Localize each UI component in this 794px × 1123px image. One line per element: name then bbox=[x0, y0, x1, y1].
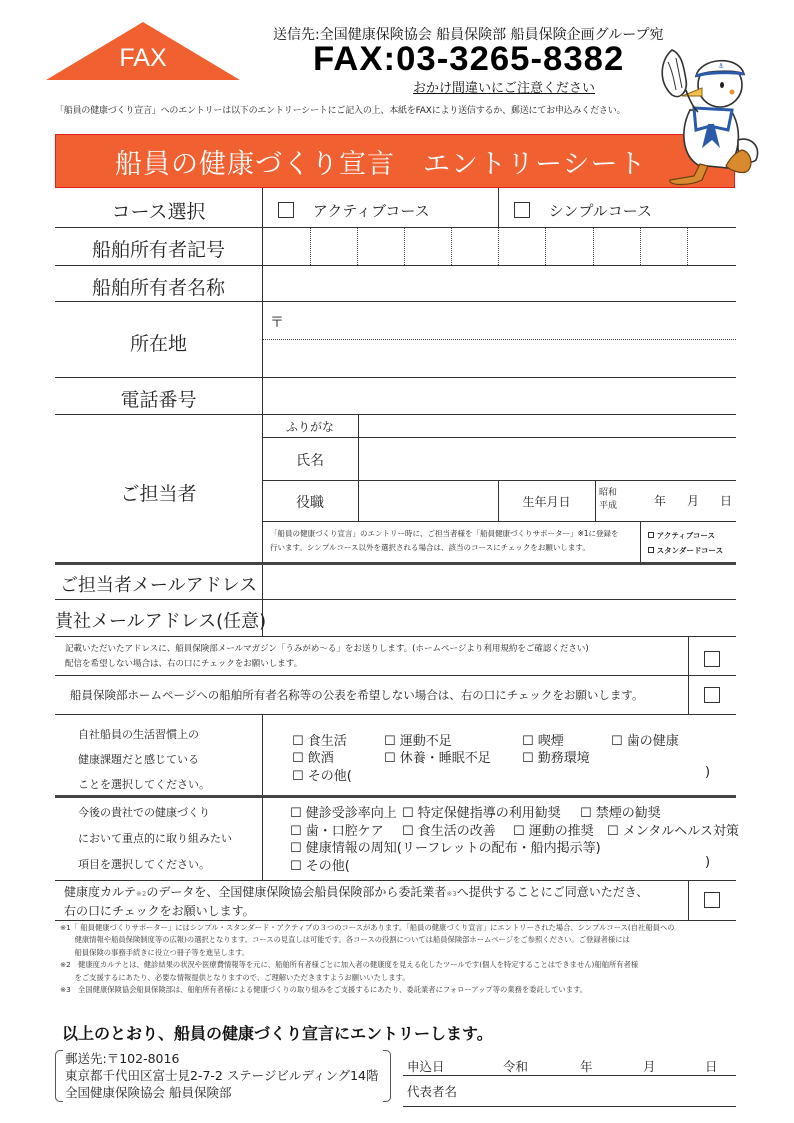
representative-line bbox=[403, 1106, 736, 1107]
focus-diet-improvement[interactable]: ☐ 食生活の改善 bbox=[402, 824, 496, 839]
footnote-1-cont: 健康情報や船員保険制度等の広報)の選択となります。コースの見直しは可能です。各コースの役割については船員保険部ホームページをご参照ください。ご登録者様には bbox=[60, 935, 630, 945]
bracket-left bbox=[55, 1050, 63, 1102]
mascot-seagull-icon bbox=[650, 40, 770, 190]
name-label: 氏名 bbox=[296, 453, 324, 469]
apply-date-line bbox=[403, 1075, 736, 1076]
issue-other-input[interactable] bbox=[360, 765, 700, 781]
postal-mark: 〒 bbox=[270, 315, 284, 331]
focus-health-info[interactable]: ☐ 健康情報の周知(リーフレットの配布・船内掲示等) bbox=[290, 841, 601, 856]
name-input[interactable] bbox=[360, 440, 734, 478]
checkbox-icon[interactable] bbox=[648, 532, 654, 538]
owner-name-label: 船舶所有者名称 bbox=[91, 277, 225, 299]
postal-code-input[interactable] bbox=[290, 306, 734, 336]
focus-other-close-paren: ) bbox=[705, 855, 711, 870]
company-email-input[interactable] bbox=[264, 602, 734, 634]
send-to-text: 送信先:全国健康保険協会 船員保険部 船員保険企画グループ宛 bbox=[273, 27, 664, 43]
apply-era-label: 令和 bbox=[503, 1059, 529, 1074]
issue-sleep[interactable]: ☐ 休養・睡眠不足 bbox=[384, 751, 491, 766]
footnote-2: ※2 健康度カルテとは、健診結果の状況や医療費情報等を元に、船舶所有者様ごとに加入者の健康度を見える化したツールです(個人を特定することはできません)船舶所有者様 bbox=[60, 960, 639, 970]
row-line bbox=[55, 599, 736, 600]
birthdate-label: 生年月日 bbox=[522, 495, 571, 509]
owner-name-input[interactable] bbox=[264, 267, 734, 301]
company-email-label: 貴社メールアドレス(任意) bbox=[55, 611, 267, 632]
supporter-options[interactable] bbox=[648, 528, 723, 558]
footnote-3: ※3 全国健康保険協会船員保険部は、船舶所有者様による健康づくりの取り組みをご支援するにあたり、委託業者にフォローアップ等の業務を委託しています。 bbox=[60, 985, 588, 995]
year-label: 年 bbox=[654, 494, 667, 508]
apply-month-label: 月 bbox=[643, 1059, 656, 1074]
row-line bbox=[262, 437, 736, 438]
row-line bbox=[55, 377, 736, 378]
page-title: 船員の健康づくり宣言 エントリーシート bbox=[115, 149, 647, 180]
row-line bbox=[262, 521, 736, 522]
checkbox-icon[interactable] bbox=[514, 202, 530, 218]
focus-exercise[interactable]: ☐ 運動の推奨 bbox=[513, 824, 594, 839]
focus-items-prompt: 今後の貴社での健康づくり において重点的に取り組みたい 項目を選択してください。 bbox=[78, 806, 232, 871]
issue-smoking[interactable]: ☐ 喫煙 bbox=[522, 734, 564, 749]
row-line bbox=[55, 714, 736, 715]
supporter-divider bbox=[640, 521, 641, 563]
issue-diet[interactable]: ☐ 食生活 bbox=[292, 734, 347, 749]
consent-text: 健康度カルテ※2のデータを、全国健康保険協会船員保険部から委託業者※3へ提供することにご同意いただき、 右の口にチェックをお願いします。 bbox=[64, 885, 649, 918]
month-label: 月 bbox=[687, 494, 700, 508]
publish-optout-text: 船員保険部ホームページへの船舶所有者名称等の公表を希望しない場合は、右の口にチェックをお願いします。 bbox=[70, 688, 644, 702]
newsletter-text: 記載いただいたアドレスに、船員保険部メールマガジン「うみがめ～る」をお送りします。(ホームページより利用規約をご確認ください) 配信を希望しない場合は、右の口にチェックをお願いします。 bbox=[65, 644, 589, 669]
footnote-1: ※1「 船員健康づくりサポーター」にはシンプル・スタンダード・アクティブの３つのコースがあります。「船員の健康づくり宣言」にエントリーされた場合、シンプルコース(自社船員への bbox=[60, 923, 675, 932]
caution-text: おかけ間違いにご注意ください bbox=[413, 81, 596, 96]
supporter-standard-option[interactable]: スタンダードコース bbox=[648, 543, 723, 558]
supporter-note: 「船員の健康づくり宣言」のエントリー時に、ご担当者様を「船員健康づくりサポーター」※1に登録を 行います。シンプルコース以外を選択される場合は、該当のコースにチェックをお願いします。 bbox=[270, 529, 619, 552]
day-label: 日 bbox=[720, 494, 733, 508]
row-line bbox=[55, 562, 736, 565]
fax-number: FAX:03-3265-8382 bbox=[313, 40, 625, 78]
consent-checkbox[interactable] bbox=[704, 892, 720, 908]
issue-exercise[interactable]: ☐ 運動不足 bbox=[384, 734, 452, 749]
position-label: 役職 bbox=[296, 495, 324, 511]
footnotes bbox=[60, 922, 675, 996]
address-label: 所在地 bbox=[129, 333, 187, 355]
focus-mental-health[interactable]: ☐ メンタルヘルス対策 bbox=[607, 824, 739, 839]
mailing-address: 郵送先:〒102-8016 東京都千代田区富士見2-7-2 ステージビルディング14階 全国健康保険協会 船員保険部 bbox=[55, 1050, 391, 1102]
footnote-2-cont: をご支援するにあたり、必要な情報提供となりますので、ご理解いただきますようお願いいたします。 bbox=[60, 972, 410, 982]
course-option-simple[interactable]: シンプルコース bbox=[514, 200, 652, 221]
fax-badge-label: FAX bbox=[119, 44, 167, 72]
row-line bbox=[55, 636, 736, 637]
focus-oral-care[interactable]: ☐ 歯・口腔ケア bbox=[290, 824, 384, 839]
owner-code-label: 船舶所有者記号 bbox=[91, 239, 225, 261]
row-line bbox=[55, 675, 736, 676]
issue-alcohol[interactable]: ☐ 飲酒 bbox=[292, 751, 334, 766]
bracket-right bbox=[383, 1050, 391, 1102]
furigana-label: ふりがな bbox=[285, 420, 334, 434]
focus-health-guidance[interactable]: ☐ 特定保健指導の利用勧奨 bbox=[402, 806, 561, 821]
row-line bbox=[55, 301, 736, 302]
issue-dental[interactable]: ☐ 歯の健康 bbox=[611, 734, 679, 749]
issue-other[interactable]: ☐ その他( bbox=[292, 769, 352, 784]
apply-date-label: 申込日 bbox=[407, 1059, 445, 1074]
owner-code-input[interactable] bbox=[264, 230, 734, 263]
course-label: コース選択 bbox=[111, 201, 206, 223]
issue-work-environment[interactable]: ☐ 勤務環境 bbox=[522, 751, 590, 766]
row-line bbox=[262, 480, 736, 481]
furigana-input[interactable] bbox=[360, 416, 734, 436]
row-line bbox=[55, 414, 736, 415]
row-line bbox=[55, 795, 736, 798]
era-showa[interactable]: 昭和 bbox=[599, 488, 618, 498]
apply-year-input[interactable] bbox=[530, 1055, 575, 1073]
apply-year-label: 年 bbox=[580, 1059, 593, 1074]
position-input[interactable] bbox=[360, 483, 496, 519]
phone-input[interactable] bbox=[264, 380, 734, 412]
svg-text:⚓: ⚓ bbox=[718, 62, 725, 70]
row-line bbox=[55, 227, 736, 228]
contact-email-label: ご担当者メールアドレス bbox=[59, 575, 258, 596]
focus-checkup-rate[interactable]: ☐ 健診受診率向上 bbox=[290, 806, 397, 821]
course-option-active[interactable]: アクティブコース bbox=[278, 200, 430, 221]
issue-other-close-paren: ) bbox=[705, 765, 711, 780]
address-dotted-line bbox=[263, 339, 736, 340]
checkbox-icon[interactable] bbox=[648, 547, 654, 553]
course-divider bbox=[498, 188, 499, 228]
footnote-1-cont: 船員保険の事務手続きに役立つ冊子等を進呈します。 bbox=[60, 947, 250, 957]
focus-quit-smoking[interactable]: ☐ 禁煙の勧奨 bbox=[580, 806, 661, 821]
representative-label: 代表者名 bbox=[407, 1084, 458, 1099]
publish-optout-checkbox[interactable] bbox=[704, 687, 720, 703]
focus-other[interactable]: ☐ その他( bbox=[290, 859, 350, 874]
checkbox-col-divider bbox=[688, 880, 689, 920]
newsletter-optout-checkbox[interactable] bbox=[704, 651, 720, 667]
representative-input[interactable] bbox=[470, 1080, 734, 1102]
focus-other-input[interactable] bbox=[358, 855, 700, 871]
phone-label: 電話番号 bbox=[120, 389, 197, 411]
health-issues-prompt: 自社船員の生活習慣上の 健康課題だと感じている ことを選択してください。 bbox=[78, 728, 210, 791]
era-options[interactable] bbox=[599, 487, 617, 513]
checkbox-icon[interactable] bbox=[278, 202, 294, 218]
contact-label: ご担当者 bbox=[120, 483, 197, 505]
contact-sublabel-divider bbox=[358, 415, 359, 521]
intro-text: 「船員の健康づくり宣言」へのエントリーは以下のエントリーシートにご記入の上、本紙をFAXにより送信するか、郵送にてお申込みください。 bbox=[55, 106, 626, 116]
contact-email-input[interactable] bbox=[264, 566, 734, 598]
row-line bbox=[55, 880, 736, 881]
era-divider bbox=[595, 480, 596, 521]
declaration-text: 以上のとおり、船員の健康づくり宣言にエントリーします。 bbox=[62, 1024, 493, 1043]
era-heisei[interactable]: 平成 bbox=[599, 501, 618, 511]
address-input[interactable] bbox=[264, 342, 734, 374]
row-line bbox=[55, 920, 736, 921]
apply-day-label: 日 bbox=[705, 1059, 718, 1074]
supporter-active-option[interactable]: アクティブコース bbox=[648, 528, 723, 543]
row-line bbox=[55, 265, 736, 266]
